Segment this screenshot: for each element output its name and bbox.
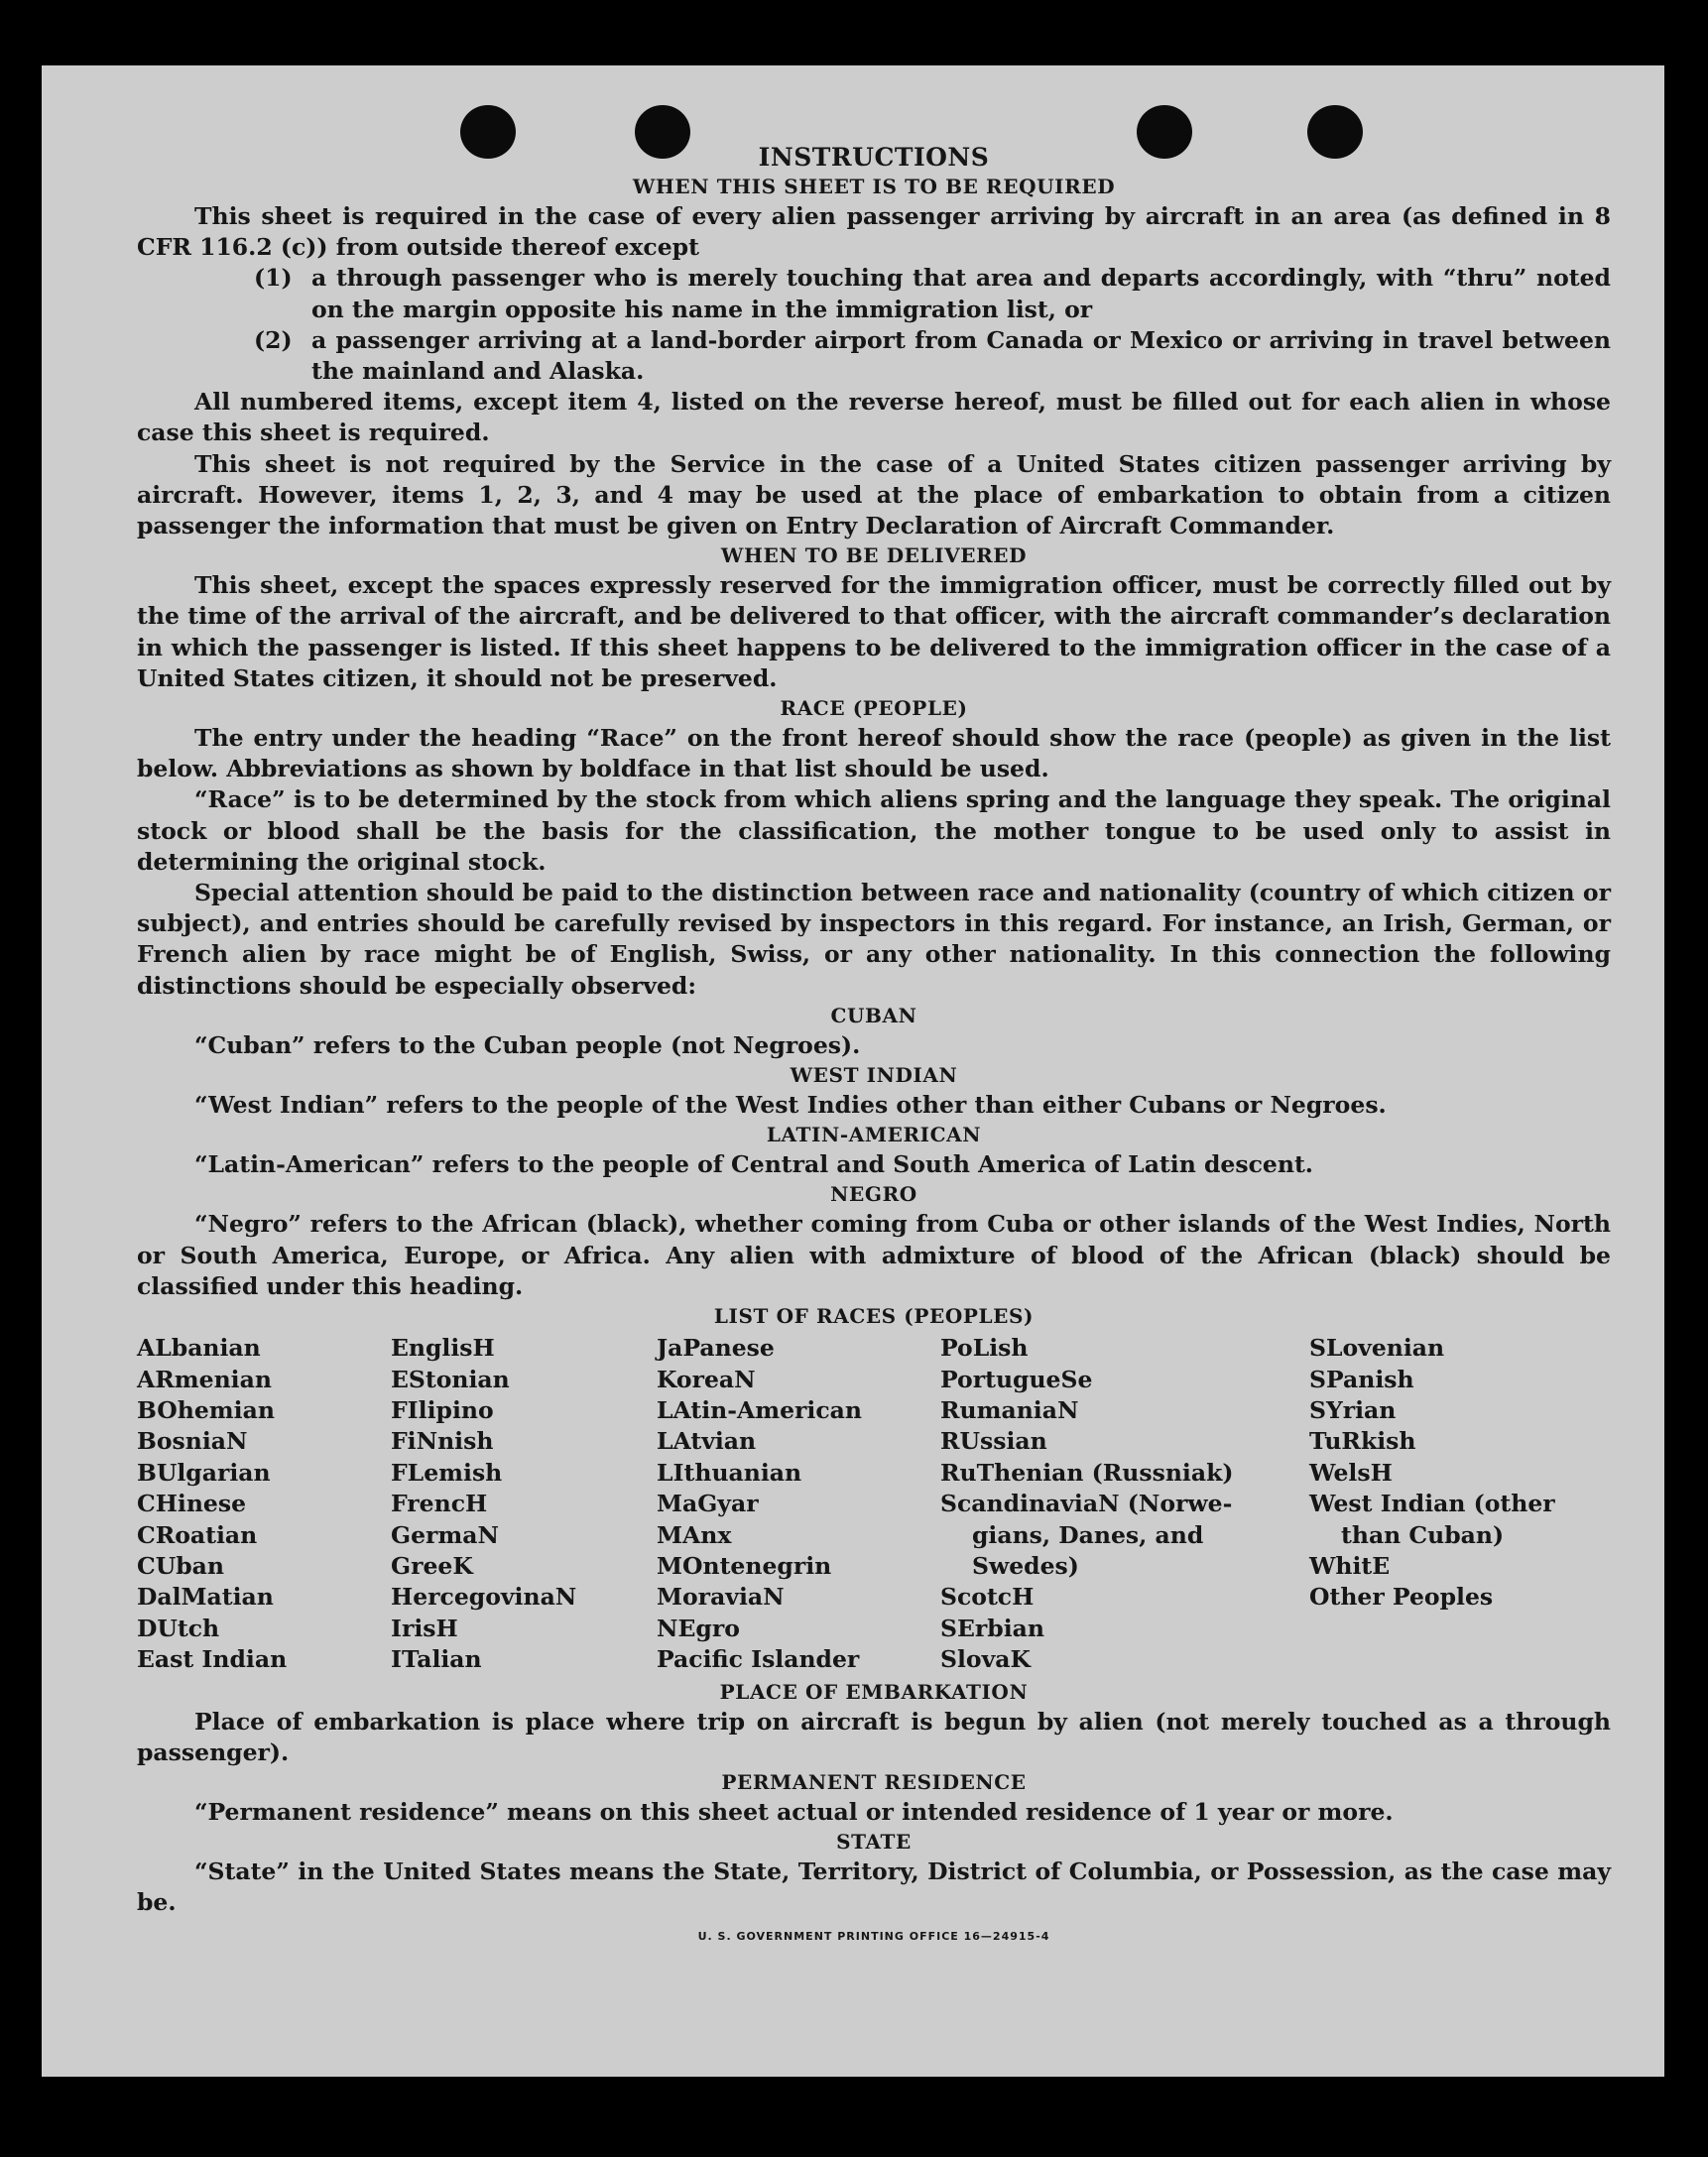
race-entry: EStonian: [391, 1365, 510, 1393]
race-entry: SErbian: [940, 1614, 1044, 1642]
race-entry: West Indian (other: [1309, 1490, 1555, 1518]
race-entry: KoreaN: [657, 1365, 756, 1393]
heading-residence: PERMANENT RESIDENCE: [721, 1769, 1027, 1794]
heading-embarkation: PLACE OF EMBARKATION: [719, 1679, 1029, 1704]
race-entry: BosniaN: [137, 1427, 248, 1456]
item-text: a passenger arriving at a land-border airport from Canada or Mexico or arriving in travel between the mainland and Alaska.: [311, 325, 1611, 386]
race-entry: Swedes): [972, 1551, 1079, 1580]
document-sheet: [42, 65, 1664, 2077]
instructions-content: [137, 79, 1611, 1945]
races-column-2: [391, 1333, 657, 1675]
item-text: a through passenger who is merely touching that area and departs accordingly, with “thru” noted on the margin opposite his name in the immigration list, or: [311, 264, 1611, 323]
race-entry: TuRkish: [1309, 1427, 1416, 1456]
para-race-2: “Race” is to be determined by the stock from which aliens spring and the language they speak. The original stock or blood shall be the basis for the classification, the mother tongue to be used only to assist in determining the original stock.: [137, 785, 1611, 876]
race-entry: LAtin-American: [657, 1395, 862, 1424]
race-entry: BUlgarian: [137, 1458, 271, 1487]
race-entry: Pacific Islander: [657, 1645, 860, 1674]
heading-required: WHEN THIS SHEET IS TO BE REQUIRED: [632, 175, 1116, 198]
race-entry: gians, Danes, and: [972, 1520, 1204, 1549]
race-entry: ScotcH: [940, 1583, 1035, 1612]
race-entry: CHinese: [137, 1490, 247, 1518]
race-entry: SlovaK: [940, 1645, 1031, 1674]
para-race-3: Special attention should be paid to the distinction between race and nationality (country of which citizen or subject), and entries should be carefully revised by inspectors in this regard. For instance, an Irish, German, or French alien by race might be of English, Swiss, or any other nationality. In this connection the following distinctions should be especially observed:: [137, 879, 1611, 1000]
races-column-5: [1309, 1333, 1611, 1675]
race-entry: SLovenian: [1309, 1334, 1445, 1363]
race-entry: MAnx: [657, 1520, 732, 1549]
race-entry: MOntenegrin: [657, 1551, 832, 1580]
para-state: “State” in the United States means the State, Territory, District of Columbia, or Possession, as the case may be.: [137, 1857, 1611, 1917]
race-entry: East Indian: [137, 1645, 288, 1674]
race-entry: DUtch: [137, 1614, 220, 1642]
races-column-4: [940, 1333, 1309, 1675]
race-entry: PoLish: [940, 1334, 1029, 1363]
race-entry: ITalian: [391, 1645, 482, 1674]
item-number: (1): [254, 264, 293, 293]
para-embarkation: Place of embarkation is place where trip on aircraft is begun by alien (not merely touched as a through passenger).: [137, 1707, 1611, 1766]
heading-race: RACE (PEOPLE): [780, 696, 968, 721]
para-west-indian: “West Indian” refers to the people of the West Indies other than either Cubans or Negroes.: [194, 1091, 1387, 1120]
race-entry: FLemish: [391, 1458, 503, 1487]
heading-latin-american: LATIN-AMERICAN: [766, 1123, 982, 1147]
para-required-3: This sheet is not required by the Service in the case of a United States citizen passenger arriving by aircraft. However, items 1, 2, 3, and 4 may be used at the place of embarkation to obtain from a citizen passenger the information that must be given on Entry Declaration of Aircraft Commander.: [137, 449, 1611, 540]
race-entry: JaPanese: [657, 1334, 775, 1363]
race-entry: HercegovinaN: [391, 1583, 577, 1612]
race-entry: LIthuanian: [657, 1458, 802, 1487]
exception-item-1: [137, 263, 1611, 324]
race-entry: WhitE: [1309, 1551, 1391, 1580]
race-entry: ScandinaviaN (Norwe-: [940, 1490, 1233, 1518]
race-entry: RUssian: [940, 1427, 1047, 1456]
race-entry: CUban: [137, 1551, 224, 1580]
race-entry: MaGyar: [657, 1490, 759, 1518]
race-entry: ARmenian: [137, 1365, 272, 1393]
para-required-2: All numbered items, except item 4, listed on the reverse hereof, must be filled out for each alien in whose case this sheet is required.: [137, 388, 1611, 447]
race-entry: EnglisH: [391, 1334, 495, 1363]
item-number: (2): [254, 325, 293, 354]
race-entry: SYrian: [1309, 1395, 1397, 1424]
para-latin-american: “Latin-American” refers to the people of Central and South America of Latin descent.: [194, 1150, 1313, 1179]
race-entry: ALbanian: [137, 1334, 261, 1363]
race-entry: WelsH: [1309, 1458, 1393, 1487]
heading-delivered: WHEN TO BE DELIVERED: [720, 543, 1028, 568]
race-entry: IrisH: [391, 1614, 458, 1642]
race-entry: Other Peoples: [1309, 1583, 1494, 1612]
race-entry: FiNnish: [391, 1427, 494, 1456]
heading-west-indian: WEST INDIAN: [790, 1063, 958, 1088]
para-negro: “Negro” refers to the African (black), whether coming from Cuba or other islands of the West Indies, North or South America, Europe, or Africa. Any alien with admixture of blood of the African (black) should be classified under this heading.: [137, 1210, 1611, 1300]
race-entry: LAtvian: [657, 1427, 757, 1456]
para-delivered: This sheet, except the spaces expressly reserved for the immigration officer, must be correctly filled out by the time of the arrival of the aircraft, and be delivered to that officer, with the aircraft commander’s declaration in which the passenger is listed. If this sheet happens to be delivered to the immigration officer in the case of a United States citizen, it should not be preserved.: [137, 571, 1611, 692]
para-residence: “Permanent residence” means on this sheet actual or intended residence of 1 year or more.: [194, 1797, 1394, 1826]
race-entry: RuThenian (Russniak): [940, 1458, 1234, 1487]
heading-negro: NEGRO: [830, 1182, 917, 1207]
para-race-1: The entry under the heading “Race” on the front hereof should show the race (people) as given in the list below. Abbreviations as shown by boldface in that list should be used.: [137, 724, 1611, 783]
exception-item-2: [137, 325, 1611, 387]
race-entry: MoraviaN: [657, 1583, 785, 1612]
race-entry: BOhemian: [137, 1395, 275, 1424]
para-cuban: “Cuban” refers to the Cuban people (not Negroes).: [194, 1030, 861, 1059]
race-entry: SPanish: [1309, 1365, 1414, 1393]
races-list: [137, 1333, 1611, 1675]
race-entry: FIlipino: [391, 1395, 494, 1424]
printing-office-footer: U. S. GOVERNMENT PRINTING OFFICE 16—24915-4: [697, 1929, 1050, 1943]
race-entry: DalMatian: [137, 1583, 274, 1612]
race-entry: NEgro: [657, 1614, 740, 1642]
para-required-1: This sheet is required in the case of every alien passenger arriving by aircraft in an area (as defined in 8 CFR 116.2 (c)) from outside thereof except: [137, 202, 1611, 262]
heading-state: STATE: [836, 1830, 912, 1855]
race-entry: than Cuban): [1341, 1520, 1505, 1549]
races-column-1: [137, 1333, 391, 1675]
page-title: INSTRUCTIONS: [758, 143, 990, 172]
race-entry: GreeK: [391, 1551, 473, 1580]
heading-cuban: CUBAN: [830, 1003, 917, 1027]
heading-list-of-races: LIST OF RACES (PEOPLES): [713, 1304, 1035, 1329]
races-column-3: [657, 1333, 940, 1675]
race-entry: FrencH: [391, 1490, 488, 1518]
race-entry: GermaN: [391, 1520, 499, 1549]
race-entry: CRoatian: [137, 1520, 258, 1549]
race-entry: RumaniaN: [940, 1395, 1079, 1424]
race-entry: PortugueSe: [940, 1365, 1093, 1393]
